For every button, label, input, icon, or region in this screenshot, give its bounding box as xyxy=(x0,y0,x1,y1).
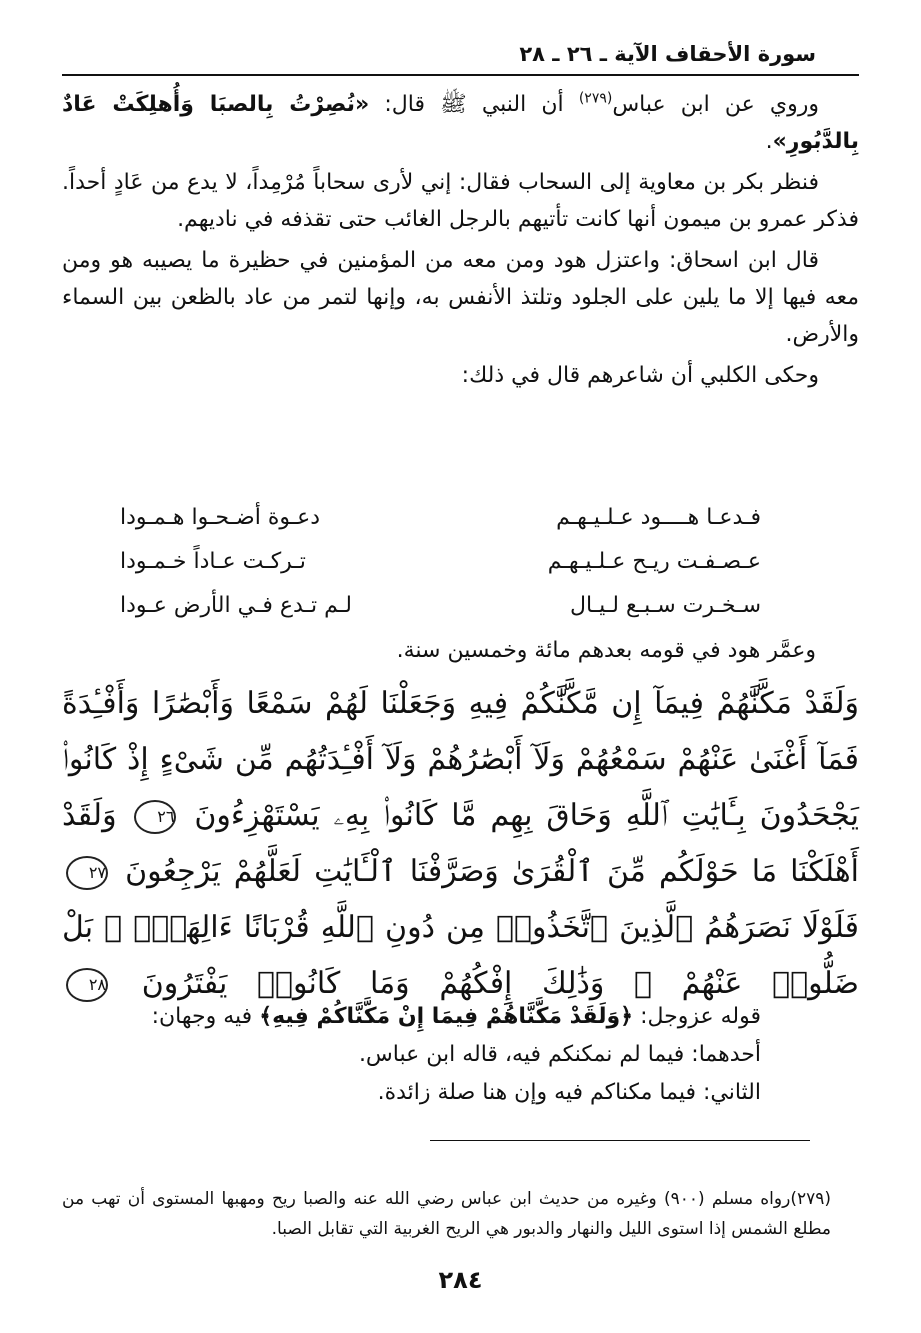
poem-line xyxy=(120,540,761,584)
quran-verse-27: وَلَقَدْ أَهْلَكْنَا مَا حَوْلَكُم مِّنَ ٱلْقُرَىٰ وَصَرَّفْنَا ٱلْـَٔايَٰتِ لَعَلَّهُمْ يَرْجِعُونَ xyxy=(62,798,859,889)
hadith-end: . xyxy=(765,129,773,154)
tafsir-second-view: الثاني: فيما مكناكم فيه وإن هنا صلة زائدة. xyxy=(377,1080,761,1105)
header-divider xyxy=(62,74,859,76)
quran-passage xyxy=(62,676,859,1012)
paragraph-poem-intro: وحكى الكلبي أن شاعرهم قال في ذلك: xyxy=(461,363,819,388)
quran-verse-28: فَلَوْلَا نَصَرَهُمُ ٱلَّذِينَ ٱتَّخَذُوا۟ مِن دُونِ ٱللَّهِ قُرْبَانًا ءَالِهَةًۢ ۖ بَلْ ضَلُّوا۟ عَنْهُمْ ۚ وَذَٰلِكَ إِفْكُهُمْ وَمَا كَانُوا۟ يَفْتَرُونَ xyxy=(62,910,860,1001)
poem-first-hemistich: سـخـرت سـبـع لـيـال xyxy=(570,593,761,618)
hadith-quote: «نُصِرْتُ بِالصبَا وَأُهلِكَتْ عَادٌ بِالدَّبُورِ» xyxy=(62,92,859,154)
ayah-number-marker: ٢٧ xyxy=(66,856,108,890)
running-header: سورة الأحقاف الآية ـ ٢٦ ـ ٢٨ xyxy=(519,42,816,66)
poem-second-hemistich: دعـوة أضـحـوا هـمـودا xyxy=(120,505,321,530)
tafsir-verse-quote: ﴿وَلَقَدْ مَكَّنَّاهُمْ فِيمَا إِنْ مَكَّنَّاكُمْ فِيهِ﴾ xyxy=(259,1004,634,1029)
closing-sentence: وعمَّر هود في قومه بعدهم مائة وخمسين سنة. xyxy=(396,638,816,663)
footnote: (٢٧٩)رواه مسلم (٩٠٠) وغيره من حديث ابن عباس رضي الله عنه والصبا ريح ومهبها المستوى أن تهب من مطلع الشمس إذا استوى الليل والنهار والدبور هي الريح الغربية التي تقابل الصبا. xyxy=(62,1189,832,1239)
ayah-number-marker: ٢٨ xyxy=(66,968,108,1002)
poem-second-hemistich: تـركـت عـاداً خـمـودا xyxy=(120,549,306,574)
paragraph-hadith xyxy=(62,86,859,160)
poem-line xyxy=(120,496,761,540)
tafsir-first-view: أحدهما: فيما لم نمكنكم فيه، قاله ابن عباس. xyxy=(358,1042,761,1067)
tafsir-intro-label: قوله عزوجل: xyxy=(640,1004,761,1029)
ayah-number-marker: ٢٦ xyxy=(134,800,176,834)
hadith-intro: وروي عن ابن عباس xyxy=(612,92,820,117)
tafsir-intro xyxy=(62,998,761,1036)
commentary-body xyxy=(62,86,859,398)
poem-first-hemistich: عـصـفـت ريـح عـلـيـهـم xyxy=(547,549,761,574)
poem xyxy=(120,496,761,628)
tafsir-intro-tail: فيه وجهان: xyxy=(151,1004,253,1029)
paragraph-cloud: فنظر بكر بن معاوية إلى السحاب فقال: إني لأرى سحاباً مُرْمِداً، لا يدع من عَادٍ أحداً. فذكر عمرو بن ميمون أنها كانت تأتيهم بالرجل الغائب حتى تقذفه في ناديهم. xyxy=(62,170,859,232)
quran-verse-26: وَلَقَدْ مَكَّنَّٰهُمْ فِيمَآ إِن مَّكَّنَّٰكُمْ فِيهِ وَجَعَلْنَا لَهُمْ سَمْعًا وَأَبْصَٰرًا وَأَفْـِٔدَةً فَمَآ أَغْنَىٰ عَنْهُمْ سَمْعُهُمْ وَلَآ أَبْصَٰرُهُمْ وَلَآ أَفْـِٔدَتُهُم مِّن شَىْءٍ إِذْ كَانُوا۟ يَجْحَدُونَ بِـَٔايَٰتِ ٱللَّهِ وَحَاقَ بِهِم مَّا كَانُوا۟ بِهِۦ يَسْتَهْزِءُونَ xyxy=(62,686,859,833)
footnote-reference[interactable]: (٢٧٩) xyxy=(578,90,613,107)
paragraph-ibn-ishaq: قال ابن اسحاق: واعتزل هود ومن معه من المؤمنين في حظيرة ما يصيبه هو ومن معه فيها إلا ما يلين على الجلود وتلتذ الأنفس به، وإنها لتمر من عاد بالظعن بين السماء والأرض. xyxy=(62,248,859,347)
tafsir-section xyxy=(62,998,761,1112)
poem-line xyxy=(120,584,761,628)
poem-first-hemistich: فـدعـا هــــود عـلـيـهـم xyxy=(556,505,761,530)
hadith-attribution: أن النبي ﷺ قال: xyxy=(384,92,564,117)
footnote-divider xyxy=(430,1140,810,1141)
page-number: ٢٨٤ xyxy=(438,1266,483,1294)
poem-second-hemistich: لـم تـدع فـي الأرض عـودا xyxy=(120,593,352,618)
